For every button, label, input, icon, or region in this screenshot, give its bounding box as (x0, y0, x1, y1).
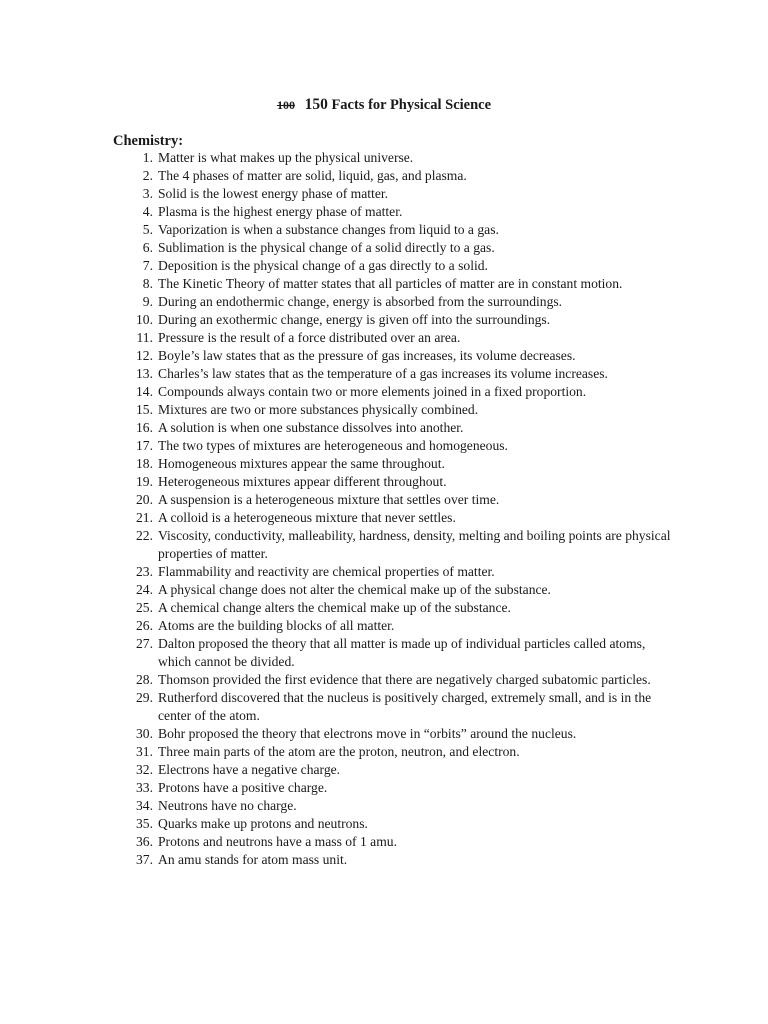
list-item-number: 23. (136, 564, 153, 579)
list-item-text: Neutrons have no charge. (158, 798, 297, 813)
list-item-number: 34. (136, 798, 153, 813)
list-item-text: Rutherford discovered that the nucleus is positively charged, extremely small, and is in the center of the atom. (158, 690, 652, 723)
list-item-number: 32. (136, 762, 153, 777)
list-item-text: A colloid is a heterogeneous mixture that never settles. (158, 510, 456, 525)
list-item-number: 9. (142, 294, 153, 309)
list-item-text: Mixtures are two or more substances physically combined. (158, 402, 479, 417)
list-item-text: Bohr proposed the theory that electrons move in “orbits” around the nucleus. (158, 726, 577, 741)
list-item (113, 491, 673, 509)
list-item-number: 28. (136, 672, 153, 687)
list-item-text: Charles’s law states that as the temperature of a gas increases its volume increases. (158, 366, 608, 381)
list-item-text: A suspension is a heterogeneous mixture that settles over time. (158, 492, 500, 507)
list-item-text: Atoms are the building blocks of all matter. (158, 618, 395, 633)
list-item (113, 401, 673, 419)
list-item (113, 149, 673, 167)
list-item (113, 581, 673, 599)
list-item-text: Plasma is the highest energy phase of matter. (158, 204, 403, 219)
list-item (113, 743, 673, 761)
list-item (113, 347, 673, 365)
list-item-number: 19. (136, 474, 153, 489)
list-item-text: Electrons have a negative charge. (158, 762, 341, 777)
list-item (113, 383, 673, 401)
list-item-number: 4. (142, 204, 153, 219)
list-item (113, 635, 673, 671)
page-title (0, 95, 768, 115)
list-item (113, 797, 673, 815)
list-item-number: 22. (136, 528, 153, 543)
list-item-number: 2. (142, 168, 153, 183)
list-item-text: The two types of mixtures are heterogeneous and homogeneous. (158, 438, 508, 453)
list-item (113, 473, 673, 491)
title-number: 150 (304, 96, 328, 113)
list-item (113, 833, 673, 851)
list-item-number: 24. (136, 582, 153, 597)
list-item (113, 527, 673, 563)
list-item-number: 12. (136, 348, 153, 363)
list-item-number: 16. (136, 420, 153, 435)
list-item-number: 20. (136, 492, 153, 507)
list-item-text: Pressure is the result of a force distributed over an area. (158, 330, 461, 345)
list-item-text: Heterogeneous mixtures appear different throughout. (158, 474, 447, 489)
list-item (113, 815, 673, 833)
list-item-number: 3. (142, 186, 153, 201)
list-item-text: Compounds always contain two or more elements joined in a fixed proportion. (158, 384, 587, 399)
section-heading-chemistry: Chemistry: (113, 133, 184, 149)
list-item-text: Three main parts of the atom are the proton, neutron, and electron. (158, 744, 520, 759)
list-item (113, 293, 673, 311)
list-item-text: Protons and neutrons have a mass of 1 amu. (158, 834, 397, 849)
list-item-text: During an exothermic change, energy is given off into the surroundings. (158, 312, 551, 327)
list-item-number: 21. (136, 510, 153, 525)
list-item-text: An amu stands for atom mass unit. (158, 852, 348, 867)
list-item (113, 167, 673, 185)
list-item-number: 17. (136, 438, 153, 453)
list-item-text: Matter is what makes up the physical universe. (158, 150, 414, 165)
list-item (113, 599, 673, 617)
list-item-number: 6. (142, 240, 153, 255)
list-item-text: During an endothermic change, energy is absorbed from the surroundings. (158, 294, 563, 309)
list-item-number: 37. (136, 852, 153, 867)
list-item-number: 30. (136, 726, 153, 741)
list-item (113, 311, 673, 329)
list-item (113, 365, 673, 383)
list-item (113, 239, 673, 257)
list-item (113, 671, 673, 689)
list-item (113, 689, 673, 725)
list-item-number: 29. (136, 690, 153, 705)
list-item (113, 761, 673, 779)
list-item-number: 7. (142, 258, 153, 273)
list-item-text: Homogeneous mixtures appear the same throughout. (158, 456, 445, 471)
list-item-number: 26. (136, 618, 153, 633)
list-item (113, 257, 673, 275)
list-item-text: Deposition is the physical change of a gas directly to a solid. (158, 258, 488, 273)
list-item (113, 437, 673, 455)
list-item (113, 203, 673, 221)
list-item-number: 25. (136, 600, 153, 615)
list-item (113, 509, 673, 527)
list-item-text: The Kinetic Theory of matter states that all particles of matter are in constant motion. (158, 276, 623, 291)
list-item (113, 617, 673, 635)
list-item-text: A chemical change alters the chemical make up of the substance. (158, 600, 511, 615)
list-item (113, 185, 673, 203)
list-item-text: Solid is the lowest energy phase of matter. (158, 186, 389, 201)
list-item-number: 33. (136, 780, 153, 795)
list-item-number: 35. (136, 816, 153, 831)
list-item (113, 779, 673, 797)
list-item-text: Thomson provided the first evidence that there are negatively charged subatomic particles. (158, 672, 651, 687)
list-item-text: A physical change does not alter the chemical make up of the substance. (158, 582, 551, 597)
list-item-number: 5. (142, 222, 153, 237)
list-item (113, 725, 673, 743)
list-item (113, 275, 673, 293)
list-item (113, 851, 673, 869)
list-item-text: Dalton proposed the theory that all matter is made up of individual particles called atoms, which cannot be divided. (158, 636, 646, 669)
list-item-number: 14. (136, 384, 153, 399)
list-item-number: 8. (142, 276, 153, 291)
list-item-number: 10. (136, 312, 153, 327)
list-item-text: Flammability and reactivity are chemical properties of matter. (158, 564, 495, 579)
list-item-text: Vaporization is when a substance changes from liquid to a gas. (158, 222, 499, 237)
list-item-number: 31. (136, 744, 153, 759)
list-item-text: The 4 phases of matter are solid, liquid, gas, and plasma. (158, 168, 467, 183)
list-item-number: 18. (136, 456, 153, 471)
list-item-text: Protons have a positive charge. (158, 780, 328, 795)
list-item-text: Sublimation is the physical change of a solid directly to a gas. (158, 240, 495, 255)
list-item-text: Viscosity, conductivity, malleability, hardness, density, melting and boiling points are physical properties of matter. (158, 528, 671, 561)
title-struck-number: 100 (276, 98, 295, 112)
list-item-number: 11. (136, 330, 153, 345)
list-item-text: Quarks make up protons and neutrons. (158, 816, 368, 831)
list-item-text: Boyle’s law states that as the pressure of gas increases, its volume decreases. (158, 348, 576, 363)
list-item-number: 1. (142, 150, 153, 165)
list-item-number: 13. (136, 366, 153, 381)
list-item (113, 221, 673, 239)
list-item (113, 419, 673, 437)
facts-list (113, 149, 673, 869)
list-item-number: 36. (136, 834, 153, 849)
list-item (113, 455, 673, 473)
list-item (113, 329, 673, 347)
list-item-text: A solution is when one substance dissolves into another. (158, 420, 464, 435)
title-text: Facts for Physical Science (331, 97, 492, 113)
list-item-number: 27. (136, 636, 153, 651)
list-item-number: 15. (136, 402, 153, 417)
list-item (113, 563, 673, 581)
